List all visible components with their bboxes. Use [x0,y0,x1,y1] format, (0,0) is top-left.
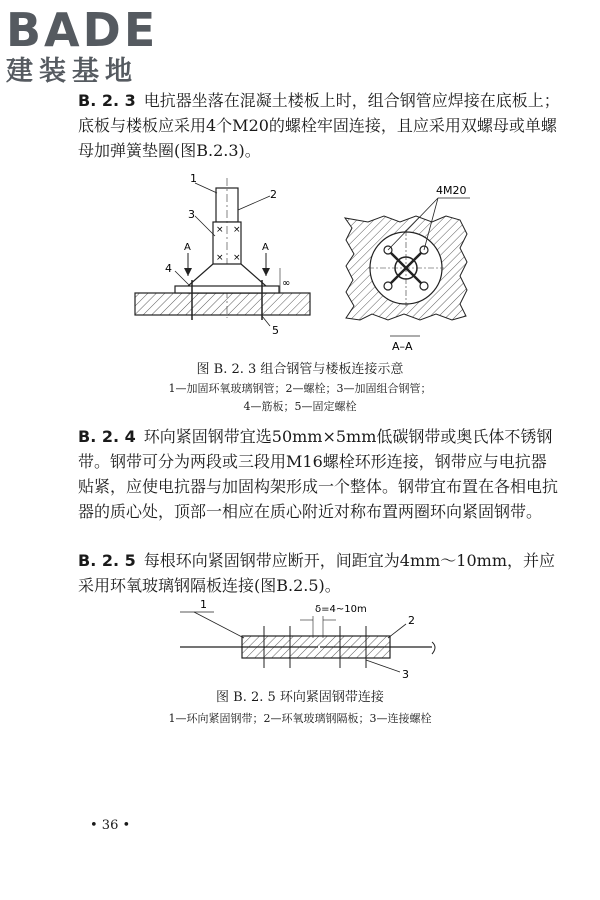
figure-b25-legend: 1—环向紧固钢带；2—环氧玻璃钢隔板；3—连接螺栓 [168,712,432,725]
section-number: B. 2. 3 [78,91,136,110]
label-4: 4 [165,262,172,275]
label-2: 2 [270,188,277,201]
label-1: 1 [190,172,197,185]
section-b25 [78,548,560,598]
label-3: 3 [402,668,409,681]
svg-text:×: × [216,225,224,235]
figure-b25-caption: 图 B. 2. 5 环向紧固钢带连接 [216,690,384,705]
svg-text:×: × [233,225,241,235]
section-text: 每根环向紧固钢带应断开，间距宜为4mm～10mm，并应采用环氧玻璃钢隔板连接(图B.2.5)。 [78,551,555,595]
label-2: 2 [408,614,415,627]
logo-subtitle: 建装基地 [6,56,138,87]
section-text: 环向紧固钢带宜选50mm×5mm低碳钢带或奥氏体不锈钢带。钢带可分为两段或三段用M16螺栓环形连接，钢带应与电抗器贴紧，应使电抗器与加固构架形成一个整体。钢带宜布置在各相电抗器的质心处，顶部一相应在质心附近对称布置两圈环向紧固钢带。 [78,427,559,521]
figure-b23-legend-line2: 4—筋板；5—固定螺栓 [243,400,357,413]
figure-b23-legend-line1: 1—加固环氧玻璃钢管；2—螺栓；3—加固组合钢管； [168,382,432,395]
label-3: 3 [188,208,195,221]
svg-text:×: × [216,253,224,263]
label-5: 5 [272,324,279,337]
bolt-label: 4M20 [436,184,467,197]
section-b23 [78,88,560,163]
section-number: B. 2. 4 [78,427,136,446]
section-mark-a-right: A [262,242,269,253]
section-text: 电抗器坐落在混凝土楼板上时，组合钢管应焊接在底板上；底板与楼板应采用4个M20的螺栓牢固连接，且应采用双螺母或单螺母加弹簧垫圈(图B.2.3)。 [78,91,560,160]
figure-b23-drawing [120,168,490,358]
section-label: A–A [392,340,413,353]
page-number: • 36 • [90,818,131,833]
dimension-mark: ∞ [282,278,291,289]
figure-b23-caption: 图 B. 2. 3 组合钢管与楼板连接示意 [196,362,404,377]
section-number: B. 2. 5 [78,551,136,570]
section-mark-a-left: A [184,242,191,253]
logo-brand: BADE [6,3,159,57]
bade-logo [6,4,176,90]
figure-b25-drawing [170,598,450,682]
gap-label: δ=4~10m [315,604,367,615]
section-a-a-view [345,184,470,353]
elevation-view [135,172,310,337]
section-b24 [78,424,560,524]
label-1: 1 [200,598,207,611]
svg-text:×: × [233,253,241,263]
